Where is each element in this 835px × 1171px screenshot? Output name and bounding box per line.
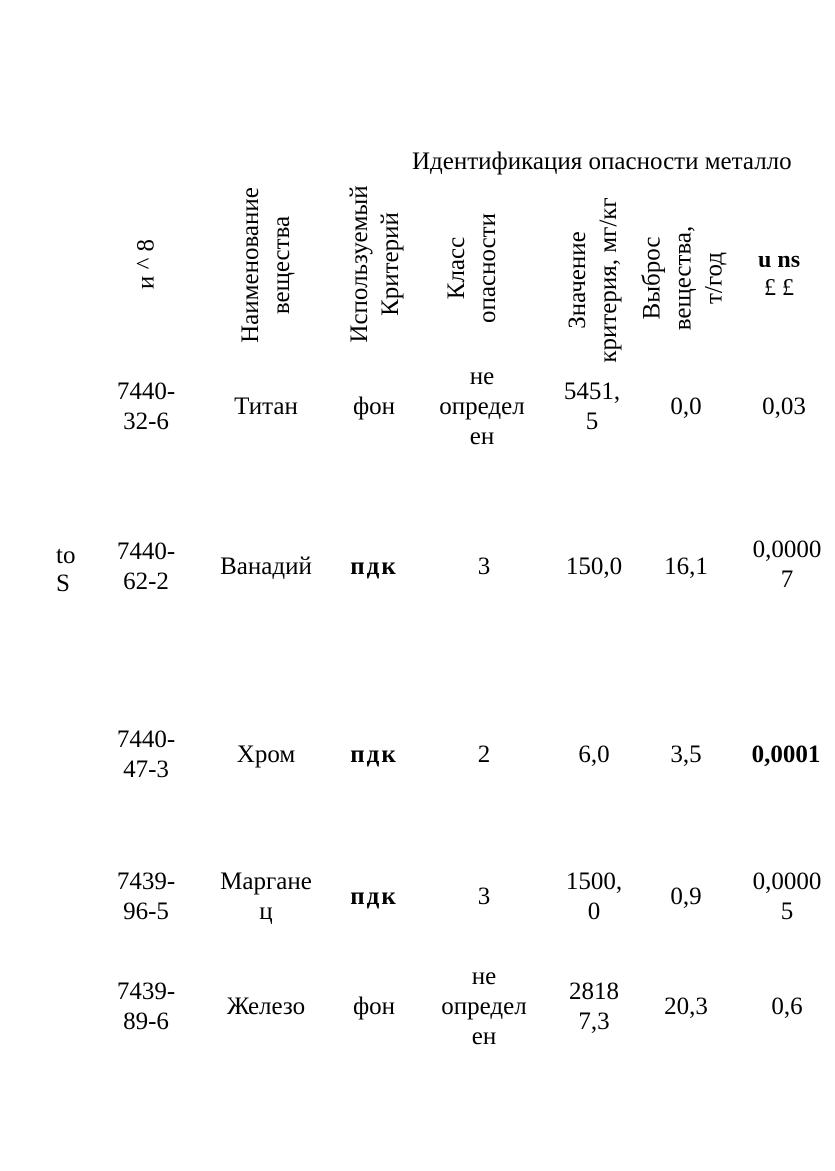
row-1-class-line2: определ: [439, 393, 525, 420]
row-2-cas: [117, 537, 175, 597]
row-1-class-line1: не: [469, 363, 495, 390]
row-4-class-line1: 3: [477, 883, 491, 910]
row-1-class: [439, 362, 524, 452]
row-1-cas-line2: 32-6: [123, 408, 169, 435]
row-4-last: [753, 867, 822, 927]
row-4-last-line2: 5: [780, 898, 794, 925]
row-3-cas-line1: 7440-: [116, 726, 176, 753]
row-4-last-line1: 0,0000: [752, 868, 822, 895]
row-5-cas: [117, 977, 175, 1037]
row-4-name-line1: Маргане: [220, 868, 312, 895]
row-1-cas: [117, 377, 175, 437]
header-col-last-line2: £ £: [764, 275, 795, 301]
header-col-class-line2: опасности: [474, 213, 501, 323]
row-1-last-line1: 0,03: [762, 393, 806, 420]
row-5-value-line1: 2818: [569, 978, 619, 1005]
header-col-last: [758, 246, 800, 302]
header-col-criterion-line1: Используемый: [346, 185, 373, 343]
header-col-last-line1: u ns: [758, 247, 801, 273]
header-col-value-line1: Значение: [564, 231, 591, 329]
header-col-emission-line1: Выброс: [638, 236, 666, 320]
row-3-last-line1: 0,0001: [751, 741, 821, 768]
side-label-line1: to: [56, 542, 76, 569]
row-3-value-line1: 6,0: [578, 741, 610, 768]
row-3-emission: [670, 740, 701, 770]
row-2-last-line1: 0,0000: [752, 536, 822, 563]
row-4-value-line2: 0: [587, 898, 601, 925]
row-5-criterion-text: фон: [352, 993, 396, 1020]
row-4-value-line1: 1500,: [565, 868, 623, 895]
row-2-last: [753, 535, 822, 595]
row-5-criterion: [353, 992, 395, 1022]
row-4-emission-text: 0,9: [670, 883, 702, 910]
header-col-criterion-line2: Критерий: [377, 212, 404, 316]
row-1-value: [564, 377, 620, 437]
row-5-name: [227, 992, 305, 1022]
row-5-last-line1: 0,6: [771, 993, 803, 1020]
row-3-class: [478, 740, 491, 770]
row-2-cas-line1: 7440-: [116, 538, 176, 565]
row-2-cas-line2: 62-2: [123, 568, 169, 595]
row-5-emission-text: 20,3: [664, 993, 708, 1020]
row-1-name: [234, 392, 298, 422]
row-5-name-line1: Железо: [226, 993, 306, 1020]
header-col-value-line2: критерия, мг/кг: [595, 197, 622, 363]
header-col-number-label: и ^ 8: [132, 238, 160, 290]
row-3-last: [752, 740, 821, 770]
row-4-value: [566, 867, 622, 927]
row-5-value-line2: 7,3: [578, 1008, 610, 1035]
row-1-value-line1: 5451,: [563, 378, 621, 405]
row-2-emission-text: 16,1: [664, 553, 708, 580]
row-3-criterion: [350, 740, 397, 770]
row-3-cas-line2: 47-3: [123, 756, 169, 783]
row-5-value: [569, 977, 619, 1037]
side-label: [56, 542, 75, 598]
header-col-emission-line2: вещества,: [669, 225, 697, 331]
row-4-cas-line1: 7439-: [116, 868, 176, 895]
row-2-last-line2: 7: [780, 566, 794, 593]
row-2-value-line1: 150,0: [565, 553, 623, 580]
header-col-name-line1: Наименование: [237, 187, 264, 343]
row-3-name-line1: Хром: [236, 741, 296, 768]
row-5-class-line3: ен: [471, 1023, 497, 1050]
row-4-cas-line2: 96-5: [123, 898, 169, 925]
row-2-name: [220, 552, 312, 582]
row-3-value: [578, 740, 609, 770]
row-2-emission: [664, 552, 708, 582]
row-2-criterion-text: пдк: [350, 553, 398, 580]
row-1-emission-text: 0,0: [670, 393, 702, 420]
row-1-criterion: [353, 392, 395, 422]
row-1-last: [762, 392, 806, 422]
row-3-emission-text: 3,5: [670, 741, 702, 768]
row-4-emission: [670, 882, 701, 912]
row-3-name: [237, 740, 295, 770]
row-2-criterion: [350, 552, 397, 582]
row-2-name-line1: Ванадий: [220, 553, 312, 580]
row-2-class: [478, 552, 491, 582]
side-label-line2: S: [56, 570, 70, 597]
row-1-class-line3: ен: [469, 423, 495, 450]
row-4-name: [220, 867, 312, 927]
row-3-criterion-text: пдк: [350, 741, 398, 768]
row-3-cas: [117, 725, 175, 785]
row-4-class: [478, 882, 491, 912]
row-1-value-line2: 5: [585, 408, 599, 435]
row-5-class: [441, 962, 526, 1052]
row-5-class-line1: не: [471, 963, 497, 990]
row-5-last: [771, 992, 802, 1022]
row-5-cas-line1: 7439-: [116, 978, 176, 1005]
row-4-cas: [117, 867, 175, 927]
row-2-class-line1: 3: [477, 553, 491, 580]
header-col-emission-line3: т/год: [700, 251, 728, 305]
row-4-criterion-text: пдк: [350, 883, 398, 910]
row-2-value: [566, 552, 622, 582]
row-1-criterion-text: фон: [352, 393, 396, 420]
row-5-cas-line2: 89-6: [123, 1008, 169, 1035]
row-5-class-line2: определ: [441, 993, 527, 1020]
header-col-name-line2: вещества: [268, 215, 295, 315]
row-1-emission: [670, 392, 701, 422]
table-title: Идентификация опасности металло: [412, 148, 792, 175]
row-4-name-line2: ц: [259, 898, 273, 925]
row-4-criterion: [350, 882, 397, 912]
row-5-emission: [664, 992, 708, 1022]
header-col-class-line1: Класс: [443, 236, 470, 300]
row-3-class-line1: 2: [477, 741, 491, 768]
row-1-cas-line1: 7440-: [116, 378, 176, 405]
row-1-name-line1: Титан: [234, 393, 298, 420]
